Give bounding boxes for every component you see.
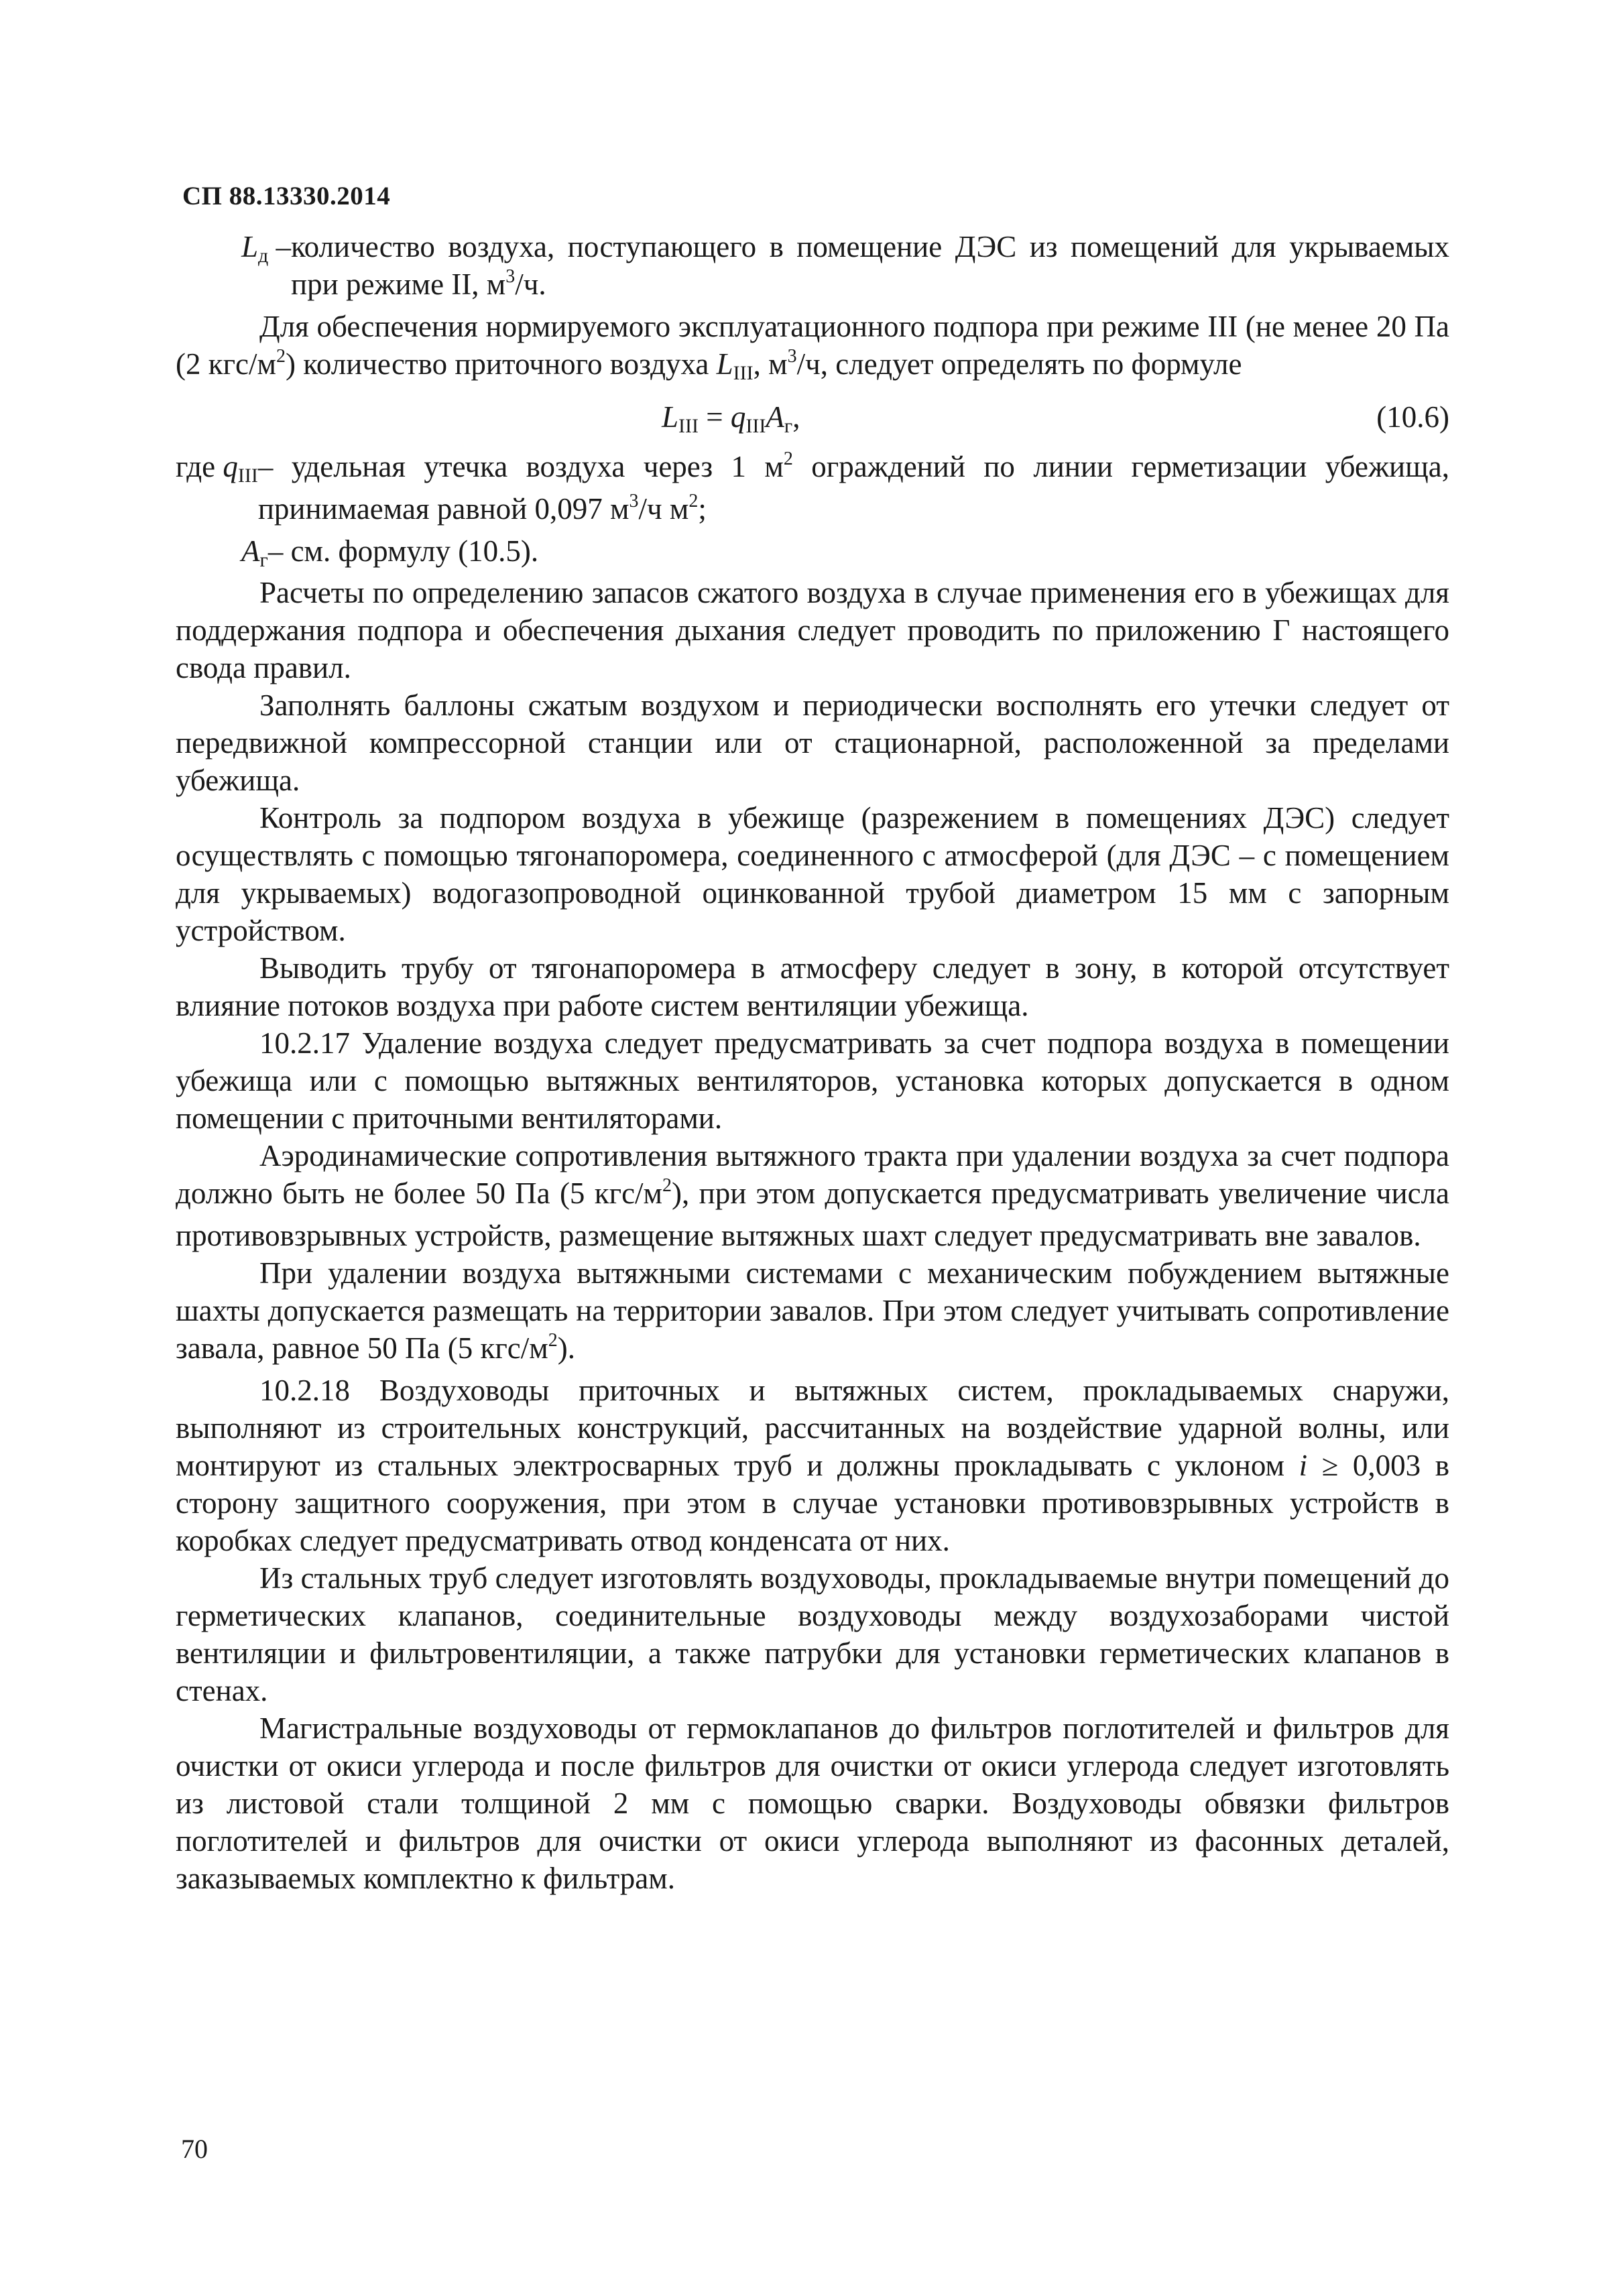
paragraph-aerodynamic: Аэродинамические сопротивления вытяжного тракта при удалении воздуха за счет подпора должно быть не более 50 Па (5 кгс/$м^2$), при этом допускается предусматривать увеличение числа противовзрывных устройств, размещение вытяжных шахт следует предусматривать вне завалов.: [176, 1139, 1449, 1252]
document-code-header: СП 88.13330.2014: [182, 182, 391, 210]
paragraph-10-2-17: 10.2.17 Удаление воздуха следует предусматривать за счет подпора воздуха в помещении убежища или с помощью вытяжных вентиляторов, установка которых допускается в одном помещении с приточными вентиляторами.: [176, 1026, 1449, 1135]
definition-text: – удельная утечка воздуха через 1 $м^2$ ограждений по линии герметизации убежища, принимаемая равной 0,097 $м^3/ч$ $м^2$;: [257, 448, 1449, 526]
definition-q: [176, 448, 1449, 532]
formula-10-6: [176, 394, 1449, 441]
definition-term: Lд –: [241, 230, 292, 267]
formula-expression: LIII = qIIIAг,: [662, 400, 800, 437]
paragraph: Заполнять баллоны сжатым воздухом и периодически восполнять его утечки следует от передвижной компрессорной станции или от стационарной, расположенной за пределами убежища.: [176, 688, 1449, 797]
page-body: [176, 228, 1449, 1897]
definition-term: Aг: [241, 534, 268, 571]
paragraph-10-2-18: 10.2.18 Воздуховоды приточных и вытяжных систем, прокладываемых снаружи, выполняют из строительных конструкций, рассчитанных на воздействие ударной волны, или монтируют из стальных электросварных труб и должны прокладывать с уклоном i ≥ 0,003 в сторону защитного сооружения, при этом в случае установки противовзрывных устройств в коробках следует предусматривать отвод конденсата от них.: [176, 1374, 1449, 1557]
paragraph-podpor: Для обеспечения нормируемого эксплуатационного подпора при режиме III (не менее 20 Па (2 кгс/$м^2$) количество приточного воздуха LIII, $м^3/ч$, следует определять по формуле: [176, 310, 1449, 384]
paragraph: Магистральные воздуховоды от гермоклапанов до фильтров поглотителей и фильтров для очистки от окиси углерода и после фильтров для очистки от окиси углерода следует изготовлять из листовой стали толщиной 2 мм с помощью сварки. Воздуховоды обвязки фильтров поглотителей и фильтров для очистки от окиси углерода выполняют из фасонных деталей, заказываемых комплектно к фильтрам.: [176, 1711, 1449, 1895]
definition-text: – см. формулу (10.5).: [267, 534, 539, 568]
definition-ld: [176, 228, 1449, 308]
paragraph-mechanical: При удалении воздуха вытяжными системами с механическим побуждением вытяжные шахты допускается размещать на территории завалов. При этом следует учитывать сопротивление завала, равное 50 Па (5 кгс/$м^2$).: [176, 1256, 1449, 1365]
definition-term: где qIII: [176, 450, 258, 487]
paragraph: Расчеты по определению запасов сжатого воздуха в случае применения его в убежищах для поддержания подпора и обеспечения дыхания следует проводить по приложению Г настоящего свода правил.: [176, 576, 1449, 684]
paragraph: Выводить трубу от тягонапоромера в атмосферу следует в зону, в которой отсутствует влияние потоков воздуха при работе систем вентиляции убежища.: [176, 951, 1449, 1022]
page-number: 70: [181, 2134, 208, 2164]
paragraph: Контроль за подпором воздуха в убежище (разрежением в помещениях ДЭС) следует осуществлять с помощью тягонапоромера, соединенного с атмосферой (для ДЭС – с помещением для укрываемых) водогазопроводной оцинкованной трубой диаметром 15 мм с запорным устройством.: [176, 801, 1449, 947]
paragraph: Из стальных труб следует изготовлять воздуховоды, прокладываемые внутри помещений до герметических клапанов, соединительные воздуховоды между воздухозаборами чистой вентиляции и фильтровентиляции, а также патрубки для установки герметических клапанов в стенах.: [176, 1561, 1449, 1707]
definition-a: [176, 532, 1449, 574]
formula-number: (10.6): [1376, 400, 1449, 434]
definition-text: количество воздуха, поступающего в помещение ДЭС из помещений для укрываемых при режиме II, $м^3/ч$.: [291, 230, 1449, 301]
